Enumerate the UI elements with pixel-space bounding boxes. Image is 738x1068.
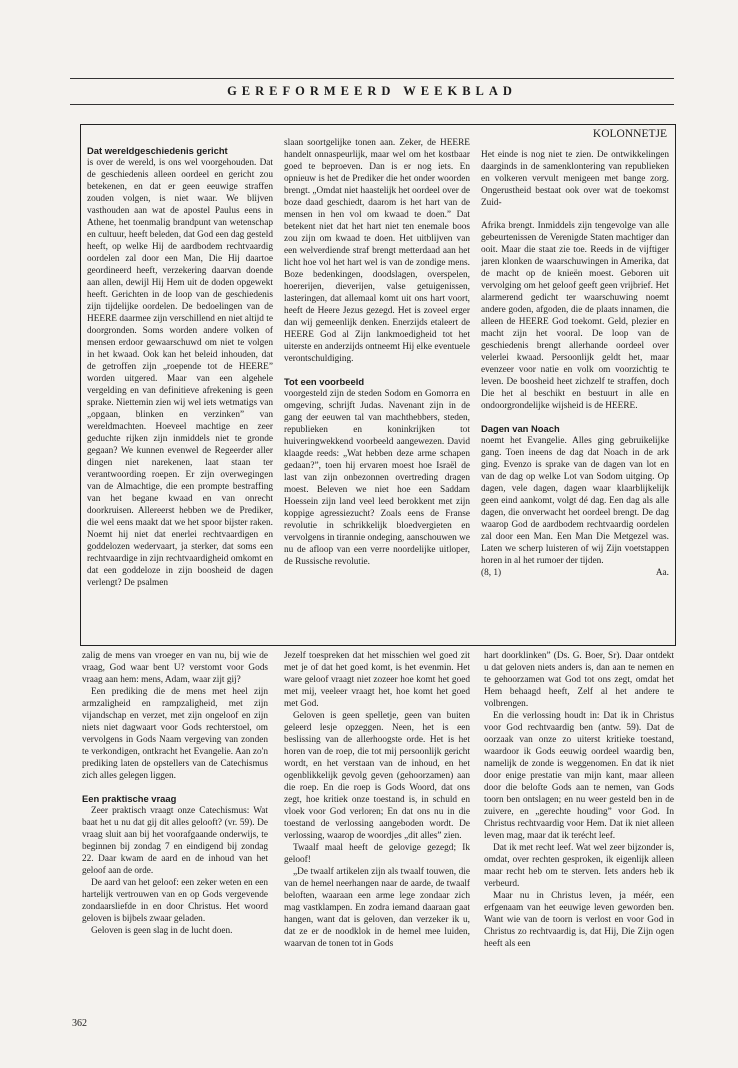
body-paragraph: De aard van het geloof: een zeker weten en een hartelijk vertrouwen van en op Gods vergevende zondaarsliefde in en door Christus. Het woord geloven is bijbels zwaar geladen. xyxy=(82,878,268,924)
article-paragraph: Afrika brengt. Inmiddels zijn tengevolge van alle gebeurtenissen de Verenigde Staten machtiger dan ooit. Maar die staat zie toe. Reeds in de vijftiger jaren klonken de waarschuwingen in Amerika, dat de macht op de knieën moest. Geboren uit vervolging om het geloof geeft geen vrijbrief. Het alarmerend gedicht ter waarschuwing noemt andere goden, afgoden, die de plaats innamen, die alleen de HEERE God toekomt. Geld, plezier en macht zijn het vooral. De loop van de geschiedenis brengt allerhande oordeel over velerlei kwaad. Persoonlijk geldt het, maar evenzeer voor natie en volk om voorzichtig te leven. De boosheid heet zichzelf te straffen, doch Die het al beschikt en bestuurt in alle en ondoorgrondelijke wijsheid is de HEERE. xyxy=(481,221,669,411)
lower-column-3 xyxy=(484,650,674,1015)
body-paragraph: „De twaalf artikelen zijn als twaalf touwen, die van de hemel neerhangen naar de aarde, de twaalf beloften, waaraan een arme lege zondaar zich mag vastklampen. En zodra iemand daaraan gaat hangen, want dat is geloven, dan verzeker ik u, dat ze er de noodklok in de hemel mee luiden, waarvan de tonen tot in Gods xyxy=(284,867,470,949)
box-column-2 xyxy=(284,137,470,643)
signature-line xyxy=(481,567,669,579)
box-column-3 xyxy=(481,149,669,643)
page-number: 362 xyxy=(72,1018,87,1029)
article-heading: Een praktische vraag xyxy=(82,793,177,804)
masthead-bottom-rule xyxy=(70,104,674,105)
scripture-reference: (8, 1) xyxy=(481,568,502,578)
article-heading: Dat wereldgeschiedenis gericht xyxy=(87,145,228,156)
article-paragraph: noemt het Evangelie. Alles ging gebruikelijke gang. Toen ineens de dag dat Noach in de ark ging. Evenzo is sprake van de dagen van lot en van de dag op welke Lot van Sodom uitging. Op dagen, vele dagen, dagen waar klaarblijkelijk geen eind aankomt, volgt dé dag. Een dag als alle dagen, die onverwacht het oordeel brengt. De dag waarop God de aardbodem rechtvaardig oordelen zal door een Man. Een Man Die Metgezel was. Laten we scherp luisteren of wij Zijn voetstappen horen in al het rumoer der tijden. xyxy=(481,436,669,566)
body-paragraph: hart doorklinken” (Ds. G. Boer, Sr). Daar ontdekt u dat geloven niets anders is, dan aan te nemen en te gehoorzamen wat God tot ons zegt, omdat het Hem behaagd heeft, Zelf al het andere te volbrengen. xyxy=(484,651,674,709)
body-paragraph: Jezelf toespreken dat het misschien wel goed zit met je of dat het goed komt, is het evenmin. Het ware geloof vraagt niet zozeer hoe komt het goed met mij, veeleer vraagt het, hoe komt het goed met God. xyxy=(284,651,470,709)
article-heading: Tot een voorbeeld xyxy=(284,376,365,387)
body-paragraph: Maar nu in Christus leven, ja méér, een erfgenaam van het eeuwige leven geworden ben. Want wie van de toorn is verlost en voor God in Christus zo rechtvaardig is, dat Hij, Die Zijn ogen heeft als een xyxy=(484,891,674,949)
body-paragraph: En die verlossing houdt in: Dat ik in Christus voor God rechtvaardig ben (antw. 59). Dat de oorzaak van onze zo uiterst kritieke toestand, waardoor ik Gods eeuwig oordeel waardig ben, namelijk de zonde is weggenomen. En dat ik niet door enige prestatie van mijn kant, maar alleen door die belofte Gods aan te nemen, van Gods toorn ben ontslagen; en nu weer gesteld ben in de zuivere, en „gerechte houding” voor God. In Christus rechtvaardig voor Hem. Dat ik niet alleen leven mag, maar dat ik terécht leef. xyxy=(484,711,674,841)
lower-column-1 xyxy=(82,650,268,1015)
article-paragraph: voorgesteld zijn de steden Sodom en Gomorra en omgeving, schrijft Judas. Navenant zijn in de gang der eeuwen tal van machthebbers, steden, republieken en koninkrijken tot huiveringwekkend voorbeeld aangewezen. David klaagde reeds: „Wat hebben deze arme schapen gedaan?”, toen hij ervaren moest hoe Israël de last van zijn onbezonnen overtreding dragen moest. Beleven we niet hoe een Saddam Hoessein zijn land veel leed berokkent met zijn koppige agressiezucht? Zoals eens de Franse revolutie in schrikkelijk bloedvergieten en vervolgens in tirannie ondeging, aanschouwen we nu de afloop van een verre noordelijke uitloper, de Russische revolutie. xyxy=(284,389,470,567)
box-column-1 xyxy=(87,145,273,645)
author-initials: Aa. xyxy=(655,568,669,578)
kolonnetje-box xyxy=(80,124,676,646)
article-paragraph: Het einde is nog niet te zien. De ontwikkelingen daarginds in de samenklontering van republieken en volkeren vervult menigeen met bange zorg. Ongerustheid bestaat ook over wat de toekomst Zuid- xyxy=(481,150,669,208)
article-heading: Dagen van Noach xyxy=(481,423,560,434)
section-label: KOLONNETJE xyxy=(592,128,667,140)
article-paragraph: slaan soortgelijke tonen aan. Zeker, de HEERE handelt onnaspeurlijk, maar wel om het kostbaar goed te beproeven. Dan is er nog iets. En opnieuw is het de Prediker die het onder woorden brengt. „Omdat niet haastelijk het oordeel over de boze daad geschiedt, daarom is het hart van de mensen in hen vol om kwaad te doen.” Dat betekent niet dat het hart niet ten enemale boos zou zijn om kwaad te doen. Het uitblijven van een welverdiende straf brengt metterdaad aan het licht hoe vol het hart wel is van de zondige mens. Boze bedenkingen, doodslagen, overspelen, hoererijen, dieverijen, valse getuigenissen, lasteringen, dat allemaal komt uit ons hart voort, heeft de Heere Jezus gezegd. Het is zoveel erger dan wij gemeenlijk denken. Enerzijds etaleert de HEERE God al Zijn lankmoedigheid tot het uiterste en anderzijds ontneemt Hij elke eventuele verontschuldiging. xyxy=(284,138,470,364)
article-paragraph: is over de wereld, is ons wel voorgehouden. Dat de geschiedenis alleen oordeel en gericht zou betekenen, en dat er geen eeuwige straffen zouden volgen, is niet waar. We blijven vasthouden aan wat de apostel Paulus eens in Athene, het toenmalig brandpunt van wetenschap en cultuur, heeft beleden, dat God een dag gesteld heeft, op welke Hij de aardbodem rechtvaardig oordelen zal door een Man, Die Hij daartoe geordineerd heeft, verzekering daarvan doende aan allen, dewijl Hij Hem uit de doden opgewekt heeft. Gerichten in de loop van de geschiedenis zijn tijdelijke oordelen. De bedoelingen van de HEERE daarmee zijn verschillend en niet altijd te doorgronden. Soms worden andere volken of mensen erdoor gewaarschuwd om niet te volgen in het kwaad. Ook kan het beleid inhouden, dat de getroffen zijn „roepende tot de HEERE” worden uitgered. Maar van een algehele vergelding en van definitieve afrekening is geen sprake. Niettemin zien wij wel iets wetmatigs van „opgaan, blinken en verzinken” van wereldmachten. Hoeveel machtige en zeer geduchte rijken zijn inmiddels niet te gronde gegaan? We kunnen evenwel de Regeerder aller dingen niet narekenen, laat staan ter verantwoording roepen. Er zijn overwegingen van de Almachtige, die een prompte bestraffing van het begane kwaad en van onrecht doorkruisen. Allereerst hebben we de Prediker, die wel eens maakt dat we het spoor bijster raken. Noemt hij niet dat enerlei rechtvaardigen en goddelozen wedervaart, ja sterker, dat soms een rechtvaardige in zijn rechtvaardigheid omkomt en dat een goddeloze in zijn boosheid de dagen verlengt? De psalmen xyxy=(87,158,273,588)
body-paragraph: zalig de mens van vroeger en van nu, bij wie de vraag, God waar bent U? verstomt voor Gods vraag aan hem: mens, Adam, waar zijt gij? xyxy=(82,651,268,685)
body-paragraph: Geloven is geen slag in de lucht doen. xyxy=(91,926,233,936)
body-paragraph: Dat ik met recht leef. Wat wel zeer bijzonder is, omdat, over rechten gesproken, ik eigenlijk alleen maar recht heb om te sterven. Iets anders heb ik verbeurd. xyxy=(484,843,674,889)
body-paragraph: Een prediking die de mens met heel zijn armzaligheid en rampzaligheid, met zijn vijandschap en verzet, met zijn ongeloof en zijn niets niet dagwaart voor Gods rechterstoel, om vervolgens in Gods Naam vergeving van zonden te verkondigen, ontkracht het Evangelie. Aan zo'n prediking laten de opstellers van de Catechismus zich alles gelegen liggen. xyxy=(82,687,268,781)
body-paragraph: Zeer praktisch vraagt onze Catechismus: Wat baat het u nu dat gij dit alles gelooft? (vr. 59). De vraag sluit aan bij het voorafgaande onderwijs, te beginnen bij zondag 7 en eindigend bij zondag 22. Daar kwam de aard en de inhoud van het geloof aan de orde. xyxy=(82,806,268,876)
lower-column-2 xyxy=(284,650,470,1015)
body-paragraph: Geloven is geen spelletje, geen van buiten geleerd lesje opzeggen. Neen, het is een beslissing van de allerhoogste orde. Het is het horen van de roep, die tot mij persoonlijk gericht wordt, en het verstaan van de inhoud, en het ogenblikkelijk gevolg geven (gehoorzamen) aan die roep. En die roep is Gods Woord, dat ons zegt, hoe kritiek onze toestand is, in schuld en vloek voor God verloren; En dat ons nu in die toestand de verlossing aangeboden wordt. De verlossing, waarop de woordjes „dit alles” zien. xyxy=(284,711,470,841)
body-paragraph: Twaalf maal heeft de gelovige gezegd; Ik geloof! xyxy=(284,843,470,865)
masthead-top-rule xyxy=(70,78,674,79)
masthead-title: GEREFORMEERD WEEKBLAD xyxy=(227,84,517,98)
